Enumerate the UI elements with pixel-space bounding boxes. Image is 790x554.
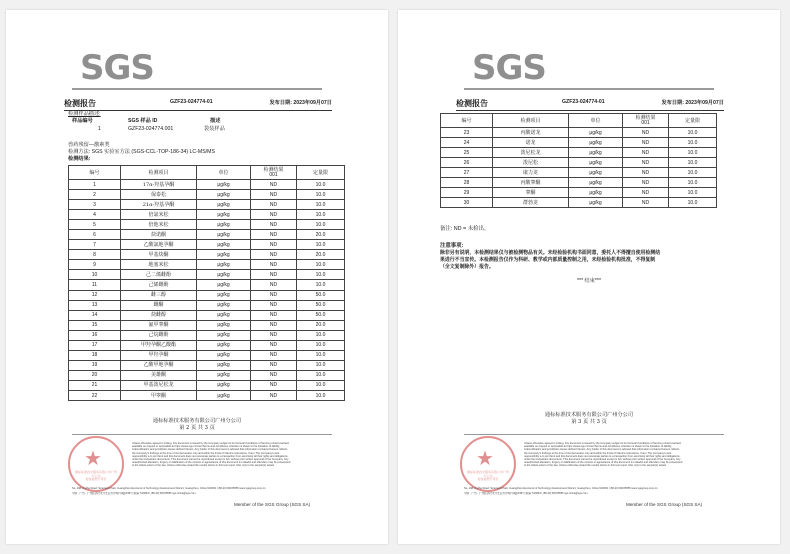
test-method-line: 检测方法: SGS 实验室方法 (SGS-CCL-TOP-186-34) LC-MS/MS [68, 149, 215, 155]
cell-unit: μg/kg [197, 230, 251, 240]
address-cn: 中国 · 广州 · 广州经济技术开发区科学城科珠路198号 邮编: 510663 t (86-20) 82155555 sgs.china@sgs.com [464, 492, 588, 495]
table-row [69, 380, 345, 390]
table-row [441, 188, 717, 198]
cell-item: 倍他米松 [121, 220, 197, 230]
cell-no: 23 [441, 128, 493, 138]
cell-loq: 50.0 [297, 300, 345, 310]
cell-result: ND [623, 178, 669, 188]
cell-no: 6 [69, 230, 121, 240]
cell-loq: 20.0 [297, 230, 345, 240]
report-page-2 [6, 10, 388, 544]
cell-item: 17α-羟基孕酮 [121, 180, 197, 190]
cell-unit: μg/kg [197, 330, 251, 340]
table-row [69, 350, 345, 360]
cell-loq: 20.0 [297, 320, 345, 330]
cell-item: 己烷雌酚 [121, 330, 197, 340]
cell-result: ND [251, 260, 297, 270]
cell-item: 己烯雌酚 [121, 280, 197, 290]
cell-loq: 10.0 [297, 220, 345, 230]
cell-loq: 10.0 [297, 340, 345, 350]
table-row [69, 310, 345, 320]
col-header-no: 编号 [441, 114, 493, 128]
cell-loq: 10.0 [297, 380, 345, 390]
table-row [69, 250, 345, 260]
cell-item: 泼尼松 [493, 158, 569, 168]
cell-result: ND [251, 330, 297, 340]
col-header-item: 检测项目 [493, 114, 569, 128]
cell-result: ND [251, 350, 297, 360]
cell-result: ND [623, 138, 669, 148]
end-mark: *** 结束*** [577, 278, 601, 284]
table-row [69, 320, 345, 330]
cell-item: 乙酸甲地孕酮 [121, 360, 197, 370]
cell-no: 19 [69, 360, 121, 370]
col-header-loq: 定量限 [297, 166, 345, 180]
cell-unit: μg/kg [569, 158, 623, 168]
notice-line-3: （全文复制除外）报告。 [440, 265, 494, 270]
table-row [441, 198, 717, 208]
cell-item: 甲睾酮 [121, 390, 197, 400]
cell-unit: μg/kg [197, 370, 251, 380]
results-table [68, 165, 345, 401]
table-row [69, 280, 345, 290]
cell-unit: μg/kg [197, 290, 251, 300]
cell-item: 群勃龙 [493, 198, 569, 208]
disclaimer-text: Unless otherwise agreed in writing, this document is issued by the Company subject to its General Conditions of Service printed overleaf, available on request or accessible at https://www.sgs.com/en/Terms-and-Conditions. Attention is drawn to the limitation of liability, indemnification and jurisdiction issues defined therein. Any holder of this document is advised that information contained hereon reflects the Company's findings at the time of its intervention only and within the limits of Client's instructions, if any. The Company's sole responsibility is to its Client and this document does not exonerate parties to a transaction from exercising all their rights and obligations under the transaction documents. This document cannot be reproduced except in full, without prior written approval of the Company. Any unauthorized alteration, forgery or falsification of the content or appearance of this document is unlawful and offenders may be prosecuted to the fullest extent of the law. Unless otherwise stated the results shown in this test report refer only to the sample(s) tested. [132, 442, 291, 468]
cell-unit: μg/kg [569, 138, 623, 148]
address-en: No. 198, Kezhu Road, Scientech Park, Guangzhou Economic & Technology Development District, Guangzhou, China 510663 t (86-20) 82155555 www.sgsgroup.com.cn [72, 487, 266, 490]
cell-result: ND [251, 370, 297, 380]
footer-divider [464, 434, 724, 435]
sample-header-desc: 描述 [210, 118, 221, 124]
cell-result: ND [251, 230, 297, 240]
cell-result: ND [251, 270, 297, 280]
cell-result: ND [251, 200, 297, 210]
col-header-no: 编号 [69, 166, 121, 180]
member-line: Member of the SGS Group (SGS SA) [626, 502, 703, 507]
cell-unit: μg/kg [197, 320, 251, 330]
report-header [64, 98, 332, 111]
cell-no: 18 [69, 350, 121, 360]
cell-loq: 10.0 [669, 128, 717, 138]
cell-no: 3 [69, 200, 121, 210]
member-line: Member of the SGS Group (SGS SA) [234, 502, 311, 507]
cell-unit: μg/kg [197, 360, 251, 370]
cell-unit: μg/kg [197, 180, 251, 190]
cell-result: ND [251, 300, 297, 310]
cell-result: ND [623, 128, 669, 138]
cell-unit: μg/kg [197, 280, 251, 290]
table-row [69, 330, 345, 340]
cell-loq: 10.0 [669, 138, 717, 148]
cell-loq: 10.0 [669, 148, 717, 158]
cell-loq: 10.0 [297, 180, 345, 190]
cell-unit: μg/kg [569, 128, 623, 138]
report-title: 检测报告 [64, 99, 96, 108]
cell-loq: 50.0 [297, 290, 345, 300]
table-row [441, 178, 717, 188]
report-title: 检测报告 [456, 99, 488, 108]
cell-loq: 10.0 [297, 260, 345, 270]
cell-result: ND [251, 360, 297, 370]
table-row [69, 180, 345, 190]
official-seal [68, 436, 124, 492]
table-row [441, 138, 717, 148]
report-number: GZF23-024774-01 [170, 99, 213, 105]
sample-desc-label: 检测样品描述: [68, 111, 101, 117]
table-row [69, 300, 345, 310]
cell-no: 4 [69, 210, 121, 220]
cell-result: ND [623, 198, 669, 208]
cell-unit: μg/kg [197, 210, 251, 220]
cell-no: 17 [69, 340, 121, 350]
cell-item: 保泰松 [121, 190, 197, 200]
cell-unit: μg/kg [197, 390, 251, 400]
issue-date: 发布日期: 2023年09月07日 [269, 100, 332, 106]
table-row [69, 390, 345, 400]
cell-no: 25 [441, 148, 493, 158]
cell-no: 30 [441, 198, 493, 208]
cell-unit: μg/kg [569, 168, 623, 178]
cell-result: ND [251, 250, 297, 260]
cell-no: 20 [69, 370, 121, 380]
cell-unit: μg/kg [569, 178, 623, 188]
cell-loq: 10.0 [297, 330, 345, 340]
notice-line-1: 除非另有说明，本检测结果仅与被检测物品有关。未经检验机构书面同意，委托人不得擅自使用检测结 [440, 251, 661, 256]
cell-result: ND [251, 380, 297, 390]
col-header-unit: 单位 [197, 166, 251, 180]
address-cn: 中国 · 广州 · 广州经济技术开发区科学城科珠路198号 邮编: 510663 t (86-20) 82155555 sgs.china@sgs.com [72, 492, 196, 495]
cell-unit: μg/kg [197, 310, 251, 320]
cell-no: 10 [69, 270, 121, 280]
col-header-result: 检测结果 001 [251, 166, 297, 180]
cell-no: 7 [69, 240, 121, 250]
cell-item: 己二烯雌酚 [121, 270, 197, 280]
cell-result: ND [251, 290, 297, 300]
sample-no: 1 [98, 126, 101, 132]
footer-divider [72, 434, 332, 435]
cell-unit: μg/kg [197, 270, 251, 280]
cell-result: ND [251, 240, 297, 250]
cell-loq: 10.0 [297, 210, 345, 220]
table-row [441, 158, 717, 168]
report-number: GZF23-024774-01 [562, 99, 605, 105]
cell-loq: 10.0 [669, 198, 717, 208]
star-icon: ★ [476, 448, 494, 470]
cell-no: 14 [69, 310, 121, 320]
address-en: No. 198, Kezhu Road, Scientech Park, Guangzhou Economic & Technology Development District, Guangzhou, China 510663 t (86-20) 82155555 www.sgsgroup.com.cn [464, 487, 658, 490]
report-page-3 [398, 10, 780, 544]
cell-no: 9 [69, 260, 121, 270]
sample-id: GZF23-024774.001 [128, 126, 174, 132]
cell-loq: 10.0 [297, 350, 345, 360]
col-header-loq: 定量限 [669, 114, 717, 128]
sgs-logo: SGS [472, 48, 546, 88]
cell-loq: 10.0 [669, 188, 717, 198]
cell-no: 24 [441, 138, 493, 148]
cell-no: 1 [69, 180, 121, 190]
cell-loq: 10.0 [297, 280, 345, 290]
cell-result: ND [251, 340, 297, 350]
cell-loq: 10.0 [297, 390, 345, 400]
cell-item: 雌三醇 [121, 290, 197, 300]
test-item-line: 兽药残留—激素类 [68, 142, 110, 148]
remark: 备注: ND = 未检出。 [440, 226, 490, 232]
seal-text: 通标标准技术服务有限公司广州分公司 检验检测专用章 [466, 470, 509, 481]
cell-item: 氟甲睾酮 [121, 320, 197, 330]
page-number: 第 3 页 共 3 页 [571, 419, 607, 425]
cell-loq: 10.0 [669, 178, 717, 188]
cell-item: 美雄酮 [121, 370, 197, 380]
cell-no: 21 [69, 380, 121, 390]
cell-result: ND [251, 320, 297, 330]
disclaimer-text: Unless otherwise agreed in writing, this document is issued by the Company subject to its General Conditions of Service printed overleaf, available on request or accessible at https://www.sgs.com/en/Terms-and-Conditions. Attention is drawn to the limitation of liability, indemnification and jurisdiction issues defined therein. Any holder of this document is advised that information contained hereon reflects the Company's findings at the time of its intervention only and within the limits of Client's instructions, if any. The Company's sole responsibility is to its Client and this document does not exonerate parties to a transaction from exercising all their rights and obligations under the transaction documents. This document cannot be reproduced except in full, without prior written approval of the Company. Any unauthorized alteration, forgery or falsification of the content or appearance of this document is unlawful and offenders may be prosecuted to the fullest extent of the law. Unless otherwise stated the results shown in this test report refer only to the sample(s) tested. [524, 442, 683, 468]
col-header-item: 检测项目 [121, 166, 197, 180]
sgs-logo: SGS [80, 48, 154, 88]
cell-item: 倍氯米松 [121, 210, 197, 220]
cell-loq: 10.0 [297, 200, 345, 210]
cell-result: ND [251, 280, 297, 290]
cell-item: 泼尼松龙 [493, 148, 569, 158]
sample-header-no: 样品编号 [72, 118, 93, 124]
table-row [441, 148, 717, 158]
cell-unit: μg/kg [197, 300, 251, 310]
page-number: 第 2 页 共 3 页 [179, 425, 215, 431]
col-header-result: 检测结果 001 [623, 114, 669, 128]
table-row [69, 200, 345, 210]
cell-item: 诺龙 [493, 138, 569, 148]
cell-no: 15 [69, 320, 121, 330]
table-row [69, 240, 345, 250]
table-row [69, 210, 345, 220]
col-header-unit: 单位 [569, 114, 623, 128]
official-seal [460, 436, 516, 492]
table-row [441, 128, 717, 138]
cell-unit: μg/kg [569, 148, 623, 158]
cell-unit: μg/kg [197, 380, 251, 390]
table-row [69, 270, 345, 280]
seal-text: 通标标准技术服务有限公司广州分公司 检验检测专用章 [74, 470, 117, 481]
cell-result: ND [251, 210, 297, 220]
cell-result: ND [251, 220, 297, 230]
issue-date: 发布日期: 2023年09月07日 [661, 100, 724, 106]
cell-unit: μg/kg [197, 340, 251, 350]
cell-loq: 50.0 [297, 310, 345, 320]
cell-unit: μg/kg [197, 250, 251, 260]
table-row [441, 168, 717, 178]
cell-no: 28 [441, 178, 493, 188]
cell-item: 炔雌醇 [121, 310, 197, 320]
sample-desc: 袋装样品 [204, 126, 225, 132]
cell-result: ND [623, 168, 669, 178]
cell-item: 甲基炔酮 [121, 250, 197, 260]
sample-header-id: SGS 样品 ID [128, 118, 158, 124]
cell-no: 22 [69, 390, 121, 400]
cell-item: 21α-羟基孕酮 [121, 200, 197, 210]
cell-item: 甲羟孕酮乙酸酯 [121, 340, 197, 350]
logo-divider [464, 88, 714, 90]
cell-loq: 10.0 [297, 240, 345, 250]
company-name: 通标标准技术服务有限公司广州分公司 [152, 418, 242, 424]
cell-item: 康力龙 [493, 168, 569, 178]
cell-result: ND [251, 310, 297, 320]
cell-unit: μg/kg [197, 190, 251, 200]
table-row [69, 230, 345, 240]
cell-unit: μg/kg [197, 260, 251, 270]
table-row [69, 220, 345, 230]
cell-result: ND [251, 390, 297, 400]
cell-loq: 10.0 [669, 158, 717, 168]
cell-loq: 20.0 [297, 250, 345, 260]
cell-unit: μg/kg [569, 198, 623, 208]
cell-no: 29 [441, 188, 493, 198]
cell-no: 5 [69, 220, 121, 230]
cell-result: ND [251, 180, 297, 190]
cell-no: 13 [69, 300, 121, 310]
cell-unit: μg/kg [197, 200, 251, 210]
table-row [69, 340, 345, 350]
cell-loq: 10.0 [297, 270, 345, 280]
results-label: 检测结果: [68, 156, 91, 162]
cell-no: 8 [69, 250, 121, 260]
company-name: 通标标准技术服务有限公司广州分公司 [544, 412, 634, 418]
cell-no: 12 [69, 290, 121, 300]
cell-item: 雌酮 [121, 300, 197, 310]
cell-loq: 10.0 [297, 370, 345, 380]
cell-no: 27 [441, 168, 493, 178]
table-row [69, 260, 345, 270]
table-row [69, 290, 345, 300]
cell-result: ND [623, 158, 669, 168]
cell-item: 甲羟孕酮 [121, 350, 197, 360]
table-row [69, 370, 345, 380]
cell-unit: μg/kg [197, 220, 251, 230]
cell-item: 地塞米松 [121, 260, 197, 270]
cell-loq: 10.0 [669, 168, 717, 178]
cell-result: ND [623, 188, 669, 198]
cell-loq: 10.0 [297, 360, 345, 370]
cell-no: 16 [69, 330, 121, 340]
cell-item: 乙酸氯地孕酮 [121, 240, 197, 250]
table-row [69, 360, 345, 370]
cell-no: 26 [441, 158, 493, 168]
cell-loq: 10.0 [297, 190, 345, 200]
cell-unit: μg/kg [197, 350, 251, 360]
cell-unit: μg/kg [569, 188, 623, 198]
star-icon: ★ [84, 448, 102, 470]
cell-result: ND [623, 148, 669, 158]
cell-result: ND [251, 190, 297, 200]
notice-line-2: 果进行不当宣传。本检测报告仅作为科研、教学或内部质量控制之用，未经检验机构批准，不得复制 [440, 258, 656, 263]
cell-no: 2 [69, 190, 121, 200]
cell-item: 炔诺酮 [121, 230, 197, 240]
cell-item: 睾酮 [493, 188, 569, 198]
report-header [456, 98, 724, 111]
cell-item: 丙酸诺龙 [493, 128, 569, 138]
results-table [440, 113, 717, 208]
table-row [69, 190, 345, 200]
cell-no: 11 [69, 280, 121, 290]
logo-divider [72, 88, 322, 90]
notice-title: 注意事项: [440, 243, 464, 249]
cell-unit: μg/kg [197, 240, 251, 250]
cell-item: 丙酸睾酮 [493, 178, 569, 188]
cell-item: 甲基泼尼松龙 [121, 380, 197, 390]
